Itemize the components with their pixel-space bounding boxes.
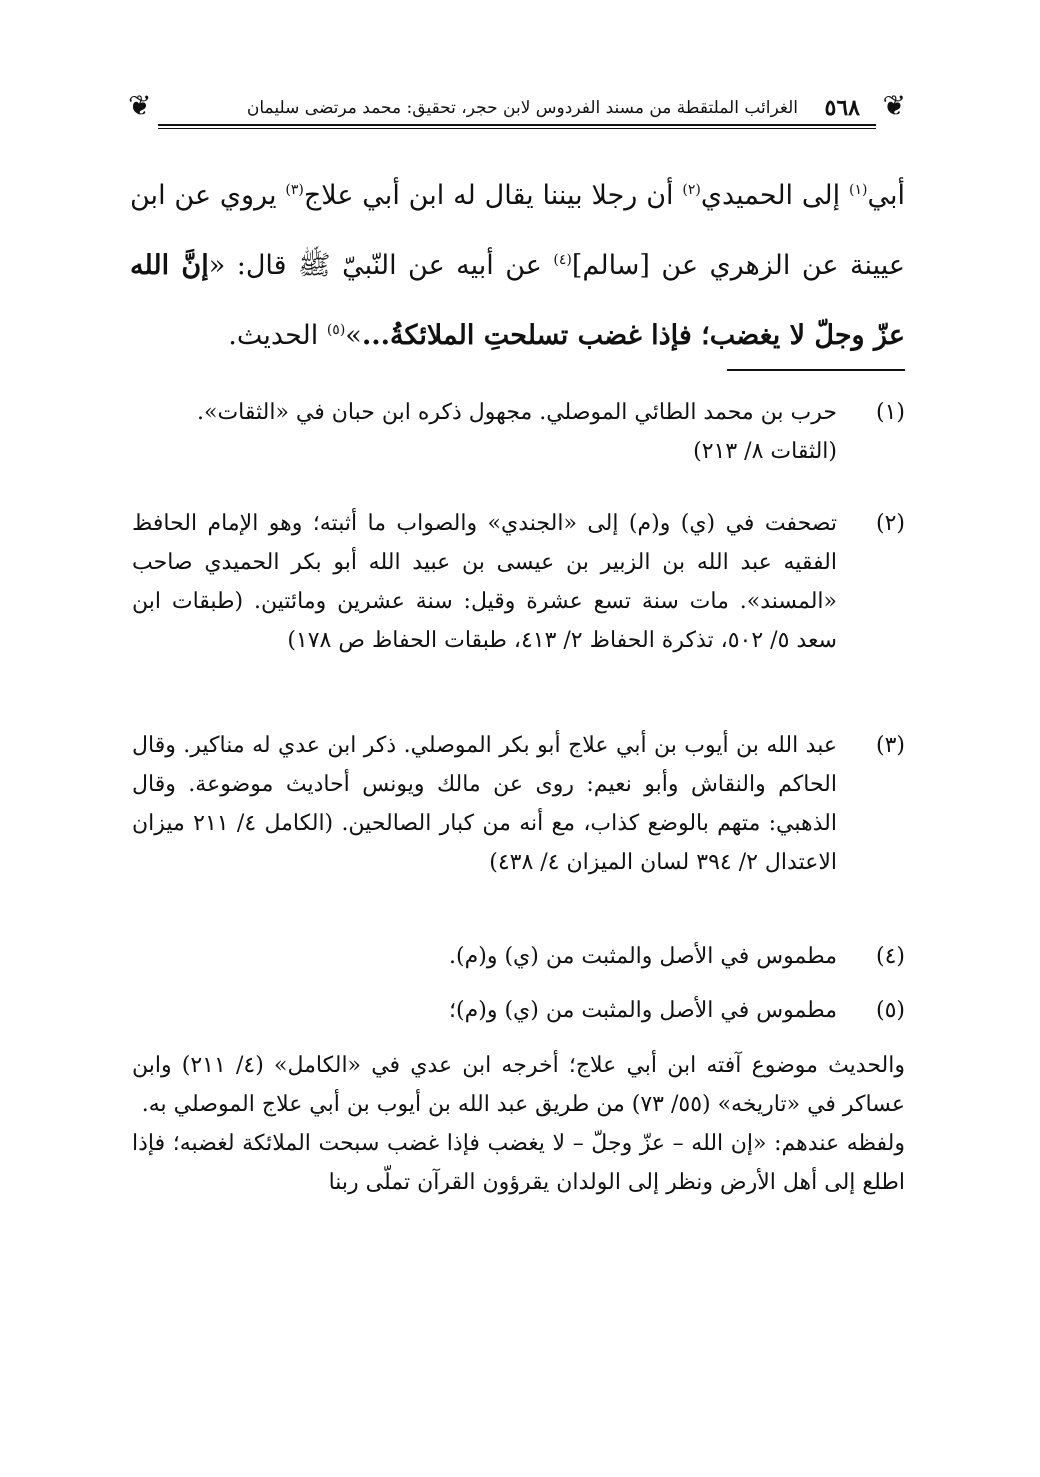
footnote-ref-5[interactable]: (٥) [326, 322, 346, 338]
footnote-5 [132, 991, 905, 1030]
footnote-ref-4[interactable]: (٤) [553, 252, 572, 268]
footnote-paragraph: ولفظه عندهم: «إن الله – عزّ وجلّ – لا يغضب فإذا غضب سبحت الملائكة لغضبه؛ فإذا اطلع إلى أهل الأرض ونظر إلى الولدان يقرؤون القرآن تملّى ربنا [132, 1131, 905, 1195]
right-ornament-icon: ❦ [882, 89, 906, 122]
footnote-ref-1[interactable]: (١) [848, 182, 868, 198]
header-rule-thin [158, 128, 876, 129]
page-number: ٥٦٨ [824, 95, 860, 121]
footnote-2 [132, 504, 905, 660]
footnote-number: (٣) [875, 733, 905, 758]
footnote-text: مطموس في الأصل والمثبت من (ي) و(م). [449, 944, 837, 969]
footnote-text: عبد الله بن أيوب بن أبي علاج أبو بكر الموصلي. ذكر ابن عدي له مناكير. وقال الحاكم والنقاش وأبو نعيم: روى عن مالك ويونس أحاديث موضوعة. وقال الذهبي: متهم بالوضع كذاب، مع أنه من كبار الصالحين. (الكامل ٤/ ٢١١ ميزان الاعتدال ٢/ ٣٩٤ لسان الميزان ٤/ ٤٣٨) [132, 733, 838, 875]
footnote-text: حرب بن محمد الطائي الموصلي. مجهول ذكره ابن حبان في «الثقات». [197, 400, 837, 425]
running-header [128, 86, 906, 136]
left-ornament-icon: ❦ [128, 89, 152, 122]
footnote-text: (الثقات ٨/ ٢١٣) [693, 439, 837, 464]
footnote-4 [132, 937, 905, 976]
footnote-5-continuation [132, 1046, 905, 1202]
footnote-number: (٥) [875, 998, 905, 1023]
footnote-paragraph: والحديث موضوع آفته ابن أبي علاج؛ أخرجه ابن عدي في «الكامل» (٤/ ٢١١) وابن عساكر في «تاريخه» (٥٥/ ٧٣) من طريق عبد الله بن أيوب بن أبي علاج الموصلي به. [132, 1053, 905, 1117]
hadith-quote: إنَّ الله عزّ وجلّ لا يغضب؛ فإذا غضب تسلحتِ الملائكةُ... [130, 250, 905, 351]
footnote-1 [132, 393, 905, 471]
footnote-text: تصحفت في (ي) و(م) إلى «الجندي» والصواب ما أثبته؛ وهو الإمام الحافظ الفقيه عبد الله بن الزبير بن عيسى بن عبيد الله أبو بكر الحميدي صاحب «المسند». مات سنة تسع عشرة وقيل: سنة عشرين ومائتين. (طبقات ابن سعد ٥/ ٥٠٢، تذكرة الحفاظ ٢/ ٤١٣، طبقات الحفاظ ص ١٧٨) [132, 511, 837, 653]
footnote-separator [727, 369, 905, 371]
footnote-number: (٤) [875, 944, 905, 969]
main-paragraph: أبي$^{(١)}$ إلى الحميدي$^{(٢)}$ أن رجلا بيننا يقال له ابن أبي علاج$^{(٣)}$ يروي عن ابن عيينة عن الزهري عن [سالم]$^{(٤)}$ عن أبيه عن النّبيّ ﷺ قال: «إنَّ الله عزّ وجلّ لا يغضب؛ فإذا غضب تسلحتِ الملائكةُ...»$^{(٥)}$ الحديث. [130, 180, 906, 351]
header-title: الغرائب الملتقطة من مسند الفردوس لابن حجر، تحقيق: محمد مرتضى سليمان [246, 98, 798, 118]
footnote-3 [132, 726, 905, 882]
header-rule [158, 124, 876, 126]
footnote-ref-3[interactable]: (٣) [285, 182, 304, 198]
footnote-number: (٢) [875, 511, 905, 536]
footnote-text: مطموس في الأصل والمثبت من (ي) و(م)؛ [449, 998, 837, 1023]
footnote-number: (١) [875, 400, 905, 425]
footnote-ref-2[interactable]: (٢) [682, 182, 701, 198]
